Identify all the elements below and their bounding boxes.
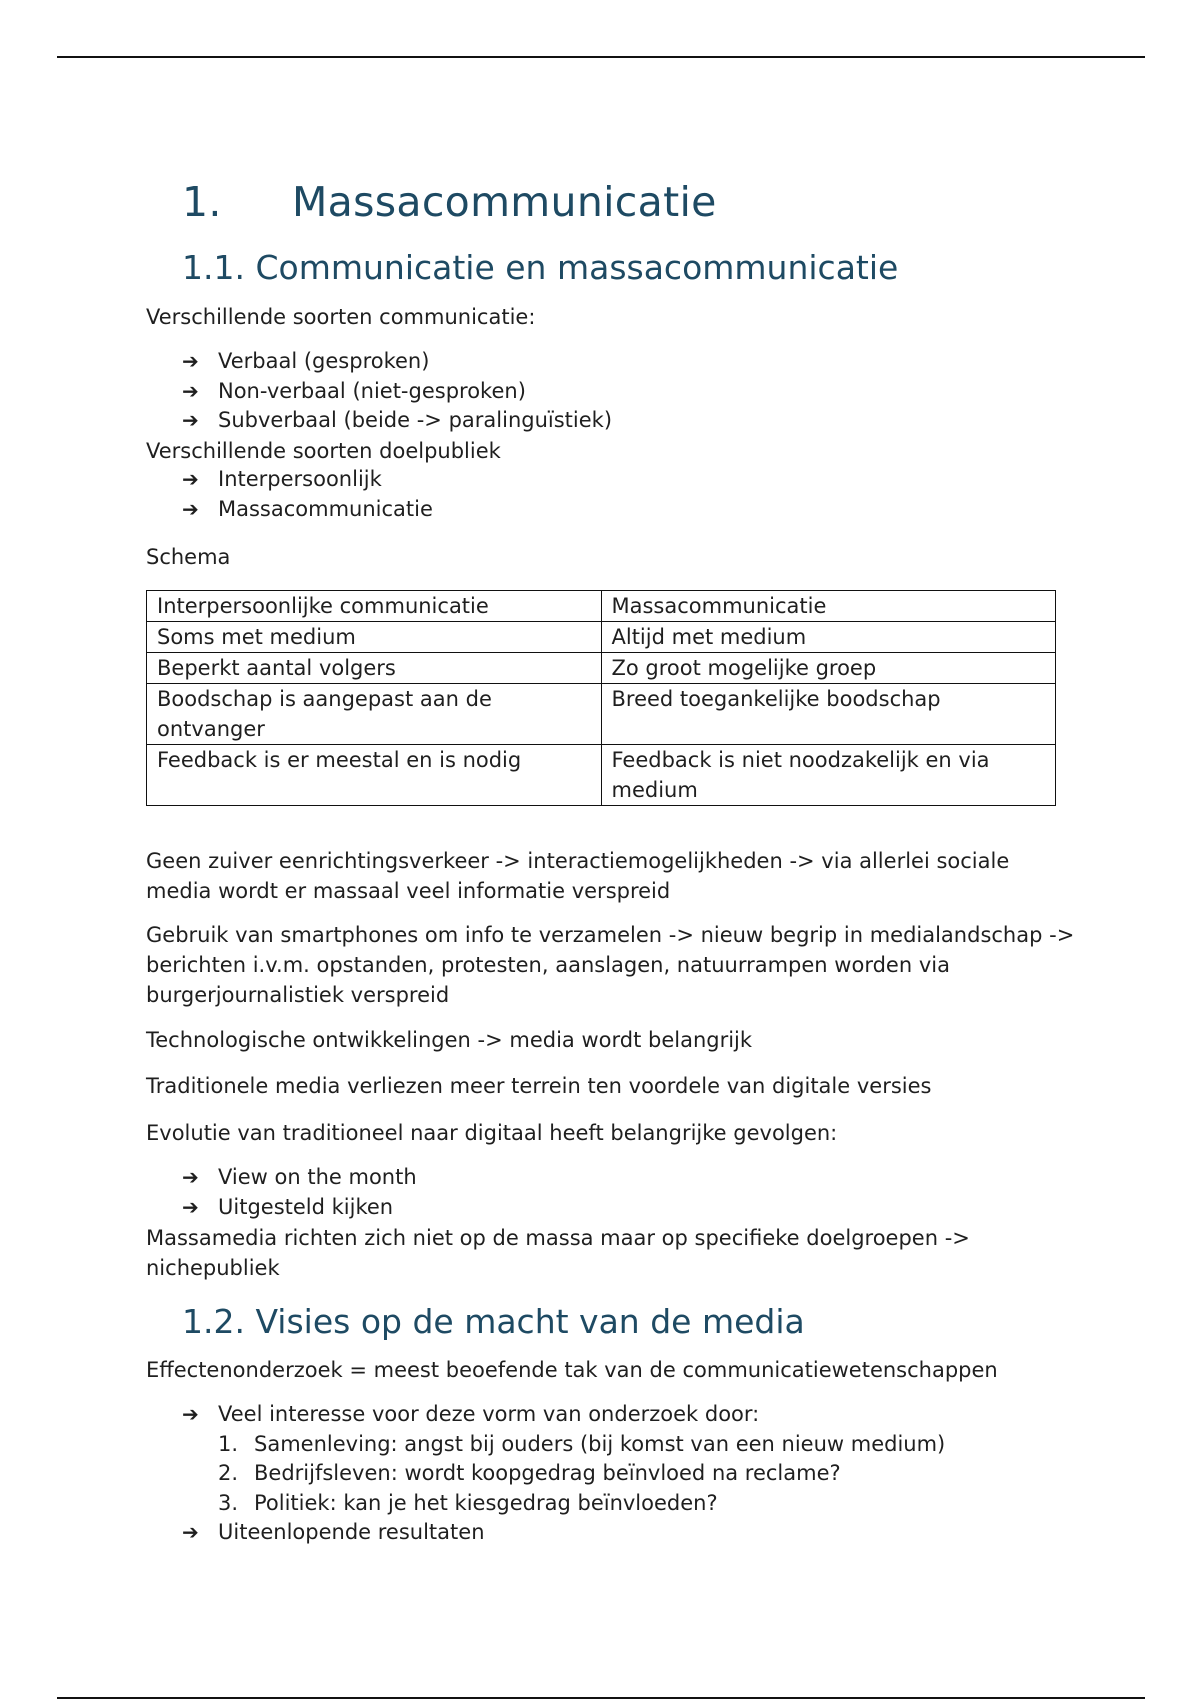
table-row xyxy=(147,684,1056,745)
list-item: ➔ Massacommunicatie xyxy=(182,495,433,525)
list-item: 3. Politiek: kan je het kiesgedrag beïnvloeden? xyxy=(218,1490,718,1515)
list-item: ➔ Veel interesse voor deze vorm van onderzoek door: 1. Samenleving: angst bij ouders (bij komst van een nieuw medium) 2. Bedrijfsleven: wordt koopgedrag beïnvloed na reclame? 3. Politiek: kan je het kiesgedrag beïnvloeden? xyxy=(182,1400,945,1518)
paragraph: Gebruik van smartphones om info te verzamelen -> nieuw begrip in medialandschap -> berichten i.v.m. opstanden, protesten, aanslagen, natuurrampen worden via burgerjournalistiek verspreid xyxy=(146,923,1075,1007)
paragraph: Geen zuiver eenrichtingsverkeer -> interactiemogelijkheden -> via allerlei sociale media wordt er massaal veel informatie verspreid xyxy=(146,849,1010,903)
arrow-icon: ➔ xyxy=(182,1165,199,1189)
table-row xyxy=(147,622,1056,653)
chapter-title: Massacommunicatie xyxy=(292,178,717,226)
arrow-icon: ➔ xyxy=(182,1194,199,1219)
list-item: ➔ Non-verbaal (niet-gesproken) xyxy=(182,377,612,407)
audience-list xyxy=(182,465,433,524)
list-item: ➔ Uitgesteld kijken xyxy=(182,1193,417,1223)
table-row xyxy=(147,591,1056,622)
section-heading-1-2: 1.2. Visies op de macht van de media xyxy=(182,1302,805,1341)
table-row xyxy=(147,653,1056,684)
table-cell: Altijd met medium xyxy=(601,622,1056,653)
arrow-icon: ➔ xyxy=(182,408,199,432)
paragraph: Evolutie van traditioneel naar digitaal heeft belangrijke gevolgen: xyxy=(146,1121,838,1145)
list-item: ➔ Interpersoonlijk xyxy=(182,465,433,495)
list-item: ➔ Subverbaal (beide -> paralinguïstiek) xyxy=(182,406,612,436)
table-row xyxy=(147,745,1056,806)
list-item: ➔ View on the month xyxy=(182,1163,417,1193)
list-item: 2. Bedrijfsleven: wordt koopgedrag beïnvloed na reclame? xyxy=(218,1461,841,1485)
table-cell: Boodschap is aangepast aan de ontvanger xyxy=(147,684,602,745)
table-cell: Feedback is er meestal en is nodig xyxy=(147,745,602,806)
header-rule xyxy=(57,56,1145,58)
list-item: ➔ Verbaal (gesproken) xyxy=(182,347,612,377)
arrow-icon: ➔ xyxy=(182,349,199,373)
paragraph: Effectenonderzoek = meest beoefende tak van de communicatiewetenschappen xyxy=(146,1358,998,1382)
section-heading-1-1: 1.1. Communicatie en massacommunicatie xyxy=(182,248,899,287)
footer-rule xyxy=(57,1697,1145,1699)
paragraph: Traditionele media verliezen meer terrein ten voordele van digitale versies xyxy=(146,1074,932,1098)
table-cell: Interpersoonlijke communicatie xyxy=(147,591,602,622)
comparison-table xyxy=(146,590,1056,806)
arrow-icon: ➔ xyxy=(182,467,199,491)
list-item: 1. Samenleving: angst bij ouders (bij komst van een nieuw medium) xyxy=(218,1431,946,1456)
paragraph: Technologische ontwikkelingen -> media wordt belangrijk xyxy=(146,1028,753,1052)
arrow-icon: ➔ xyxy=(182,1402,199,1426)
table-cell: Breed toegankelijke boodschap xyxy=(601,684,1056,745)
arrow-icon: ➔ xyxy=(182,496,199,521)
chapter-heading xyxy=(182,178,717,226)
communication-kinds-intro: Verschillende soorten communicatie: xyxy=(146,305,536,329)
schema-label: Schema xyxy=(146,545,231,569)
table-cell: Zo groot mogelijke groep xyxy=(601,653,1056,684)
table-cell: Massacommunicatie xyxy=(601,591,1056,622)
list-item: ➔ Uiteenlopende resultaten xyxy=(182,1518,945,1548)
chapter-number: 1. xyxy=(182,178,222,226)
table-cell: Beperkt aantal volgers xyxy=(147,653,602,684)
arrow-icon: ➔ xyxy=(182,1520,199,1544)
audience-intro: Verschillende soorten doelpubliek xyxy=(146,439,501,463)
arrow-icon: ➔ xyxy=(182,378,199,403)
consequences-list xyxy=(182,1163,417,1222)
table-cell: Soms met medium xyxy=(147,622,602,653)
reasons-list xyxy=(182,1430,945,1519)
research-list xyxy=(182,1400,945,1548)
paragraph: Massamedia richten zich niet op de massa maar op specifieke doelgroepen -> nichepubliek xyxy=(146,1226,970,1280)
table-cell: Feedback is niet noodzakelijk en via medium xyxy=(601,745,1056,806)
communication-kinds-list xyxy=(182,347,612,436)
